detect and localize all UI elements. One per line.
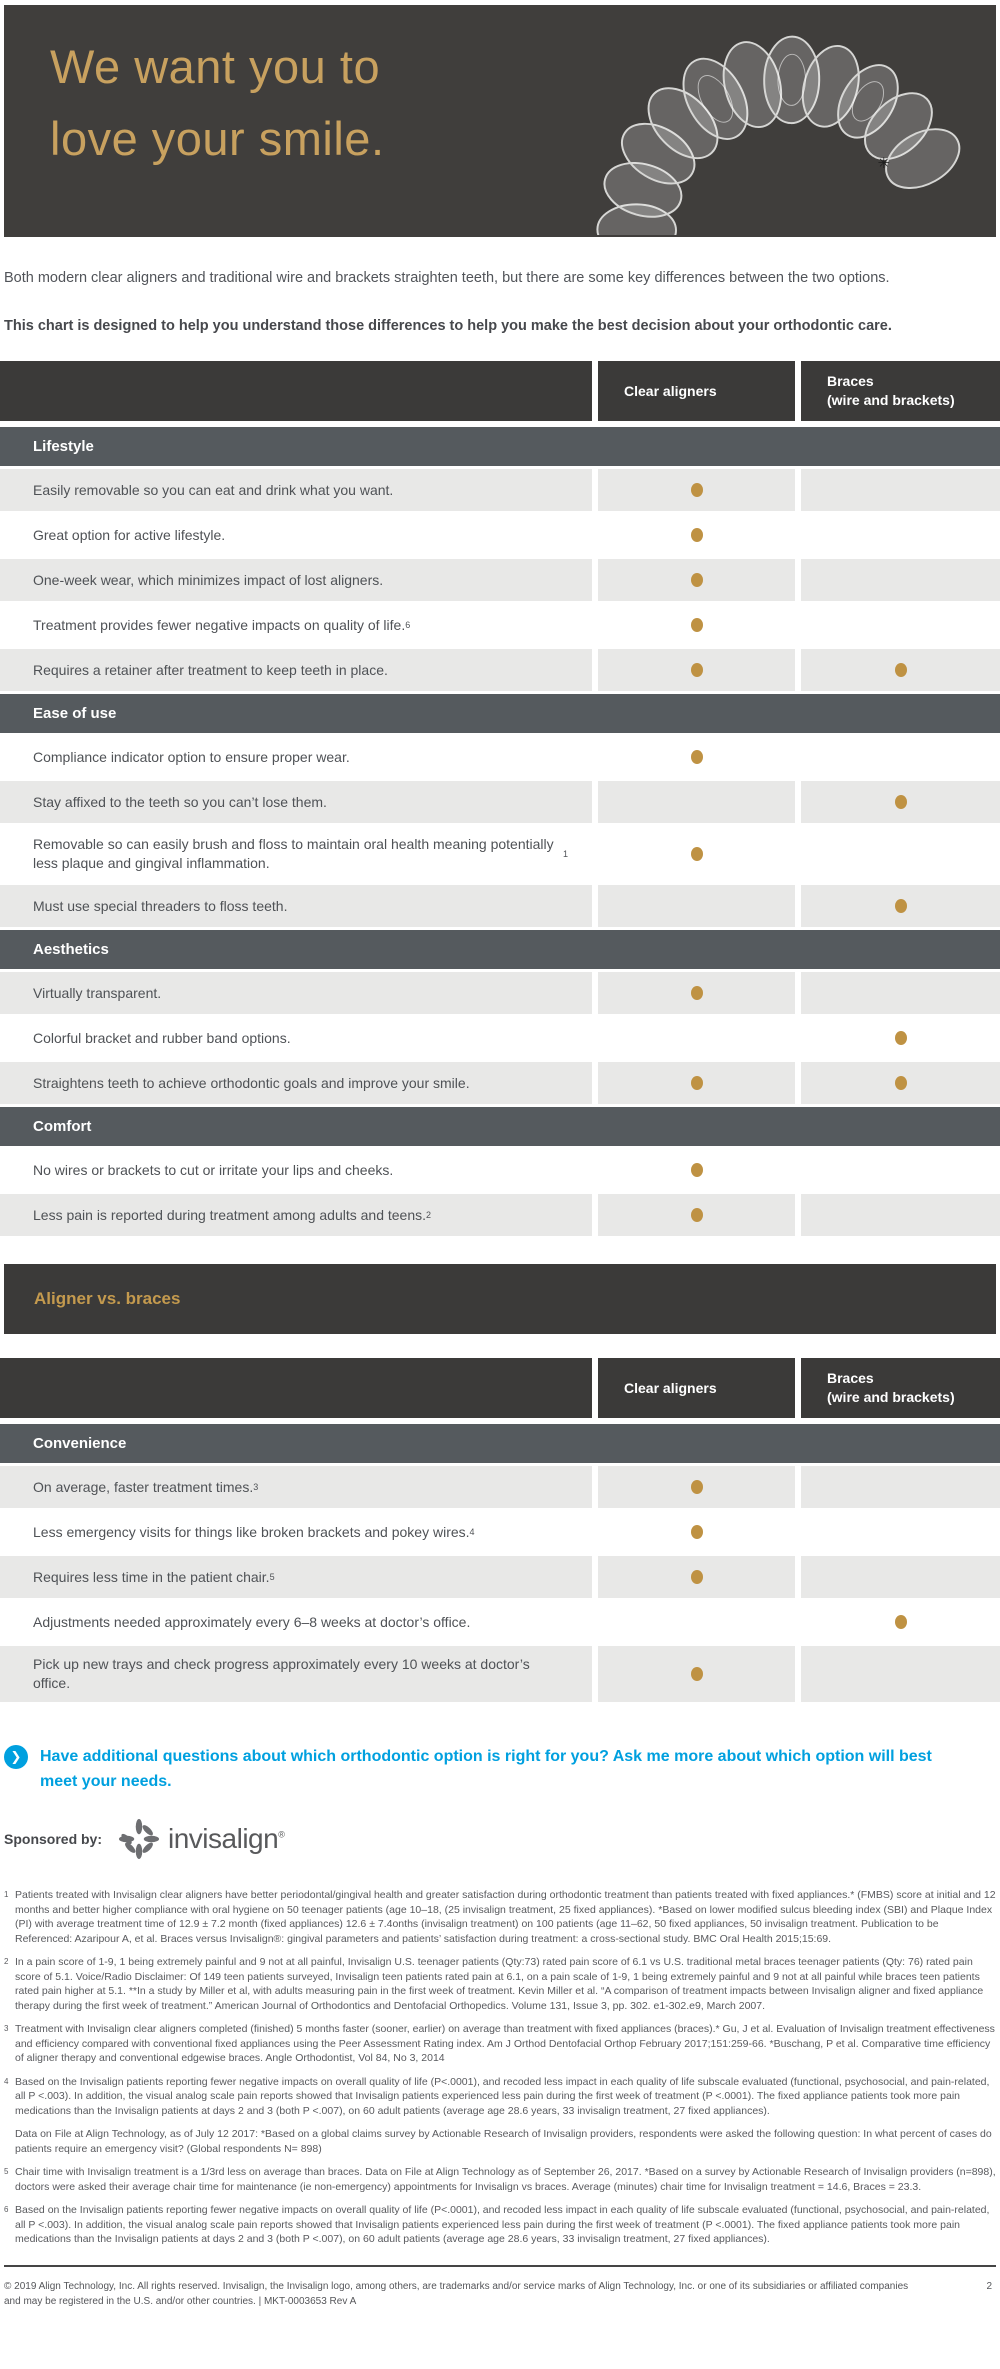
cell-clear-aligners	[598, 1194, 795, 1236]
section-title: Ease of use	[33, 705, 117, 722]
table-row	[0, 469, 1000, 511]
gold-dot	[691, 1525, 703, 1539]
footnote-number: 6	[4, 2205, 9, 2214]
table-row	[0, 649, 1000, 691]
cell-braces	[801, 1149, 1000, 1191]
gold-dot	[691, 573, 703, 587]
footer	[0, 2267, 1000, 2325]
footnote-number: 3	[4, 2024, 9, 2033]
footnote-text: Treatment with Invisalign clear aligners completed (finished) 5 months faster (sooner, earlier) on average than treatment with fixed appliances (braces).* Gu, J et al. Evaluation of Invisalign treatment effectiveness and efficiency compared with conventional fixed appliances using the Peer Assessment Rating index. Am J Orthod Dentofacial Orthop February 2017;151:259-66. *Buschang, P et al. Comparative time efficiency of aligner therapy and conventional edgewise braces. Angle Orthodontist, Vol 84, No 3, 2014	[15, 2023, 995, 2064]
table-row	[0, 559, 1000, 601]
cell-clear-aligners	[598, 514, 795, 556]
compliance-indicator-dot: ✳	[877, 156, 890, 173]
table-row	[0, 604, 1000, 646]
registered-mark: ®	[278, 1829, 285, 1840]
footnote-text: Based on the Invisalign patients reporting fewer negative impacts on overall quality of life (P<.0001), and recoded less impact in each quality of life subscale evaluated (functional, psychosocial, and pain-related, all P <.003). In addition, the visual analog scale pain reports showed that Invisalign patients experienced less pain during the first week of treatment (P <.0001). The fixed appliance patients took more pain medications than the Invisalign patients at days 2 and 3 (both P <.007), on 60 adult patients (average age 28.6 years, 33 invisalign treatment, 27 fixed appliances).	[15, 2075, 990, 2117]
table-row	[0, 1601, 1000, 1643]
gold-dot	[691, 1480, 703, 1494]
gold-dot	[691, 1570, 703, 1584]
cell-clear-aligners	[598, 559, 795, 601]
page-title	[50, 31, 385, 175]
intro-text: Both modern clear aligners and traditional wire and brackets straighten teeth, but there are some key differences between the two options.	[4, 270, 890, 286]
braces-header-line: Braces	[827, 373, 874, 389]
footnote	[4, 2203, 996, 2247]
cell-braces	[801, 1511, 1000, 1553]
cell-braces	[801, 469, 1000, 511]
row-label: Requires a retainer after treatment to keep teeth in place.	[0, 649, 592, 691]
cell-clear-aligners	[598, 885, 795, 927]
section-header-ease-of-use	[0, 694, 1000, 733]
comparison-table-1	[0, 361, 1000, 1236]
gold-dot	[691, 1667, 703, 1681]
gold-dot	[895, 795, 907, 809]
footnote-text: In a pain score of 1-9, 1 being extremely painful and 9 not at all painful, Invisalign U.S. teenager patients (Qty:73) rated pain score of 6.1 vs U.S. traditional metal braces teenager patients (Qty: 76) rated pain score of 5.1. Voice/Radio Disclaimer: Of 149 teen patients surveyed, Invisalign teen patients rated pain at 6.1, on a pain scale of 1-9, 1 being extremely painful and 9 not at all painful while braces teen patients rated pain higher at 5.1. **In a study by Miller et al, with adults measuring pain in the first week of treatment. Kevin Miller et al. “A comparison of treatment impacts between Invisalign aligner and fixed appliance therapy during the first week of treatment.” American Journal of Orthodontics and Dentofacial Orthopedics. Volume 131, Issue 3, pp. 302. e1-302.e9, March 2007.	[15, 1956, 984, 2012]
table-row	[0, 972, 1000, 1014]
section-header-aesthetics	[0, 930, 1000, 969]
invisalign-wordmark: invisalign®	[168, 1823, 285, 1854]
section-title: Convenience	[33, 1435, 127, 1452]
page-title-line2: love your smile.	[50, 112, 385, 165]
cell-braces	[801, 972, 1000, 1014]
gold-dot	[691, 528, 703, 542]
aligner-vs-braces-label: Aligner vs. braces	[34, 1289, 181, 1308]
table-row	[0, 1466, 1000, 1508]
cell-braces	[801, 736, 1000, 778]
table-row	[0, 1646, 1000, 1702]
column-header-clear-aligners: Clear aligners	[598, 361, 795, 421]
row-label: Straightens teeth to achieve orthodontic goals and improve your smile.	[0, 1062, 592, 1104]
gold-dot	[691, 986, 703, 1000]
row-label: Compliance indicator option to ensure proper wear.	[33, 748, 350, 765]
cell-clear-aligners	[598, 1511, 795, 1553]
gold-dot	[691, 663, 703, 677]
section-title: Aesthetics	[33, 941, 109, 958]
table-row	[0, 1511, 1000, 1553]
aligner-photo	[548, 9, 968, 235]
row-label: Colorful bracket and rubber band options.	[33, 1029, 291, 1046]
braces-header-line: (wire and brackets)	[827, 1389, 955, 1405]
gold-dot	[895, 899, 907, 913]
section-header-convenience	[0, 1424, 1000, 1463]
table-row	[0, 1194, 1000, 1236]
table-row	[0, 736, 1000, 778]
page-number: 2	[986, 2280, 992, 2292]
cell-clear-aligners	[598, 736, 795, 778]
footnote	[4, 1955, 996, 2013]
row-label: Less pain is reported during treatment among adults and teens. 2	[0, 1194, 592, 1236]
section-header-comfort	[0, 1107, 1000, 1146]
cell-clear-aligners	[598, 604, 795, 646]
table-row	[0, 1556, 1000, 1598]
table-row	[0, 514, 1000, 556]
gold-dot	[895, 1031, 907, 1045]
braces-header-line: Braces	[827, 1370, 874, 1386]
footnotes	[4, 1888, 996, 2247]
footnote-text: Patients treated with Invisalign clear aligners have better periodontal/gingival health and greater satisfaction during orthodontic treatment than patients treated with fixed appliances.* (FMBS) score at initial and 12 months and better higher compliance with oral hygiene on 50 teenager patients (age 10–18, (25 invisalign treatment, 25 fixed appliances). *Based on lower modified sulcus bleeding index (SBI) and Plaque Index (PI) with average treatment time of 12.9 ± 7.2 month (fixed appliances) 12.6 ± 7.4onths (invisalign treatment) on 100 patients (age 11–62, 50 fixed appliances, 50 invisalign treatment. Publication to be Referenced: Azaripour A, et al. Braces versus Invisalign®: gingival parameters and patients’ satisfaction during treatment: a cross-sectional study. BMC Oral Health 2015;15:69.	[15, 1889, 996, 1945]
cell-braces	[801, 649, 1000, 691]
table-header-row	[0, 361, 1000, 421]
cell-clear-aligners	[598, 1149, 795, 1191]
row-label: Removable so can easily brush and floss to maintain oral health meaning potentially less plaque and gingival inflammation. 1	[33, 836, 568, 871]
row-label: One-week wear, which minimizes impact of lost aligners.	[0, 559, 592, 601]
cell-braces	[801, 1194, 1000, 1236]
cta-row	[4, 1744, 996, 1794]
cell-braces	[801, 559, 1000, 601]
cell-braces	[801, 604, 1000, 646]
gold-dot	[691, 618, 703, 632]
section-header-lifestyle	[0, 427, 1000, 466]
row-label: Treatment provides fewer negative impacts on quality of life. 6	[33, 616, 411, 633]
footnote-text: Based on the Invisalign patients reporting fewer negative impacts on overall quality of life (P<.0001), and recoded less impact in each quality of life subscale evaluated (functional, psychosocial, and pain-related, all P <.003). In addition, the visual analog scale pain reports showed that Invisalign patients experienced less pain during the first week of treatment (P <.0001). The fixed appliance patients took more pain medications than the Invisalign patients at days 2 and 3 (both P <.007), on 60 adult patients (average age 28.6 years, 33 invisalign treatment, 27 fixed appliances).	[15, 2204, 990, 2245]
cell-braces	[801, 1466, 1000, 1508]
invisalign-logo	[118, 1818, 284, 1860]
cell-clear-aligners	[598, 1556, 795, 1598]
page	[0, 5, 1000, 2325]
cell-clear-aligners	[598, 1601, 795, 1643]
table-header-empty-cell	[0, 361, 592, 421]
cell-clear-aligners	[598, 826, 795, 882]
gold-dot	[691, 483, 703, 497]
cta-text: Have additional questions about which orthodontic option is right for you? Ask me more about which option will best meet your needs.	[40, 1748, 932, 1790]
gold-dot	[691, 1076, 703, 1090]
cell-braces	[801, 1601, 1000, 1643]
footnote	[4, 1888, 996, 1946]
table-row	[0, 1149, 1000, 1191]
row-label: No wires or brackets to cut or irritate your lips and cheeks.	[33, 1161, 394, 1178]
row-label: Must use special threaders to floss teeth.	[0, 885, 592, 927]
comparison-table-2	[0, 1358, 1000, 1702]
gold-dot	[895, 1615, 907, 1629]
cell-braces	[801, 826, 1000, 882]
table-row	[0, 1017, 1000, 1059]
cell-clear-aligners	[598, 972, 795, 1014]
aligner-vs-braces-band	[4, 1264, 996, 1334]
braces-header-line: (wire and brackets)	[827, 392, 955, 408]
cell-clear-aligners	[598, 1017, 795, 1059]
cell-clear-aligners	[598, 1062, 795, 1104]
footnote-number: 2	[4, 1957, 9, 1966]
column-header-clear-aligners: Clear aligners	[598, 1358, 795, 1418]
hero-banner	[4, 5, 996, 237]
row-label: Requires less time in the patient chair. 5	[0, 1556, 592, 1598]
footnote	[4, 2165, 996, 2194]
cell-braces	[801, 1017, 1000, 1059]
cell-clear-aligners	[598, 1466, 795, 1508]
column-header-braces	[801, 1358, 1000, 1418]
gold-dot	[691, 1208, 703, 1222]
sponsored-by-label: Sponsored by:	[4, 1831, 103, 1847]
intro-emphasis-text: This chart is designed to help you understand those differences to help you make the best decision about your orthodontic care.	[4, 318, 892, 334]
cell-clear-aligners	[598, 1646, 795, 1702]
table-row	[0, 826, 1000, 882]
footnote-number: 4	[4, 2076, 9, 2086]
footer-legal-text: © 2019 Align Technology, Inc. All rights reserved. Invisalign, the Invisalign logo, among others, are trademarks and/or service marks of Align Technology, Inc. or one of its subsidiaries or affiliated companies and may be registered in the U.S. and/or other countries. | MKT-0003653 Rev A	[4, 2280, 909, 2307]
table-row	[0, 885, 1000, 927]
row-label: Adjustments needed approximately every 6–8 weeks at doctor’s office.	[33, 1613, 471, 1630]
footnote	[4, 2075, 996, 2157]
cell-clear-aligners	[598, 469, 795, 511]
row-label: Easily removable so you can eat and drink what you want.	[0, 469, 592, 511]
section-title: Lifestyle	[33, 438, 94, 455]
table-row	[0, 1062, 1000, 1104]
column-header-braces	[801, 361, 1000, 421]
row-label: Stay affixed to the teeth so you can’t lose them.	[0, 781, 592, 823]
cell-braces	[801, 885, 1000, 927]
footnote-number: 5	[4, 2167, 9, 2176]
cell-braces	[801, 514, 1000, 556]
cell-braces	[801, 1062, 1000, 1104]
sponsor-row	[4, 1818, 996, 1860]
footnote	[4, 2022, 996, 2066]
row-label: On average, faster treatment times. 3	[0, 1466, 592, 1508]
row-label: Pick up new trays and check progress approximately every 10 weeks at doctor’s office.	[0, 1646, 592, 1702]
table-row	[0, 781, 1000, 823]
cell-braces	[801, 781, 1000, 823]
cell-braces	[801, 1556, 1000, 1598]
footnote-number: 1	[4, 1890, 9, 1899]
footnote-text: Chair time with Invisalign treatment is a 1/3rd less on average than braces. Data on File at Align Technology as of September 26, 2017. *Based on a survey by Actionable Research of Invisalign providers (n=898), doctors were asked their average chair time for maintenance (ie non-emergency) appointments for Invisalign vs braces. Average (minutes) chair time for Invisalign treatment = 14.6, Braces = 23.3.	[15, 2166, 996, 2193]
row-label: Great option for active lifestyle.	[33, 526, 226, 543]
cell-braces	[801, 1646, 1000, 1702]
row-label: Less emergency visits for things like broken brackets and pokey wires. 4	[33, 1523, 475, 1540]
gold-dot	[691, 847, 703, 861]
gold-dot	[895, 663, 907, 677]
footnote-text: Data on File at Align Technology, as of July 12 2017: *Based on a global claims survey by Actionable Research of Invisalign providers, respondents were asked the following question: In what percent of cases do patients require an emergency visit? (Global respondents N= 898)	[15, 2128, 992, 2155]
cell-clear-aligners	[598, 781, 795, 823]
gold-dot	[895, 1076, 907, 1090]
invisalign-starburst-icon	[118, 1818, 160, 1860]
arrow-circle-icon: ❯	[4, 1745, 28, 1769]
cell-clear-aligners	[598, 649, 795, 691]
page-title-line1: We want you to	[50, 40, 381, 93]
section-title: Comfort	[33, 1118, 92, 1135]
row-label: Virtually transparent.	[0, 972, 592, 1014]
table-header-empty-cell	[0, 1358, 592, 1418]
gold-dot	[691, 750, 703, 764]
table-header-row	[0, 1358, 1000, 1418]
gold-dot	[691, 1163, 703, 1177]
